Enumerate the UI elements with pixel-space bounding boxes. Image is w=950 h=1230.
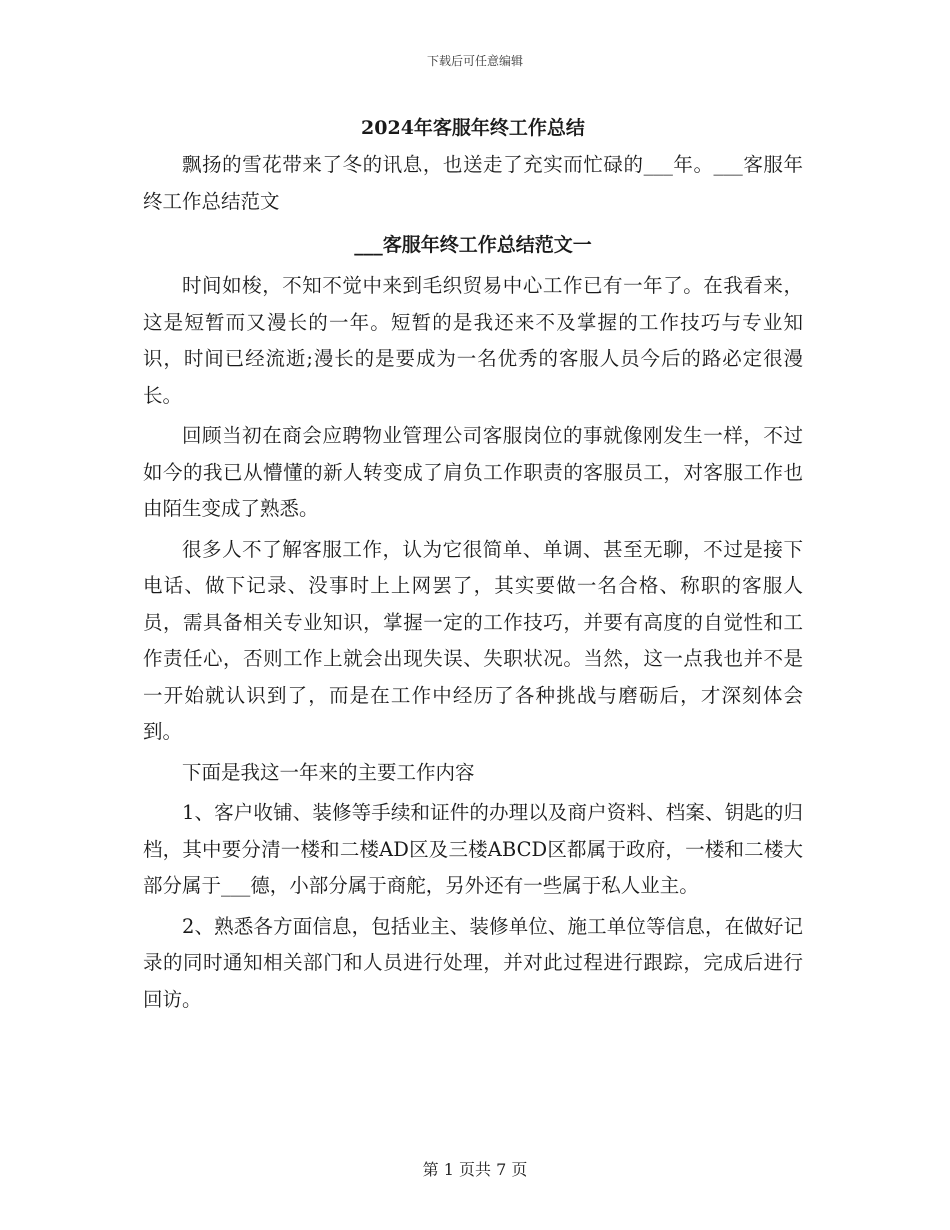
- page-number: 第 1 页共 7 页: [422, 1160, 528, 1179]
- body-paragraph: 很多人不了解客服工作，认为它很简单、单调、甚至无聊，不过是接下电话、做下记录、没事时上上网罢了，其实要做一名合格、称职的客服人员，需具备相关专业知识，掌握一定的工作技巧，并要有高度的自觉性和工作责任心，否则工作上就会出现失误、失职状况。当然，这一点我也并不是一开始就认识到了，而是在工作中经历了各种挑战与磨砺后，才深刻体会到。: [143, 537, 803, 743]
- body-paragraph: 时间如梭，不知不觉中来到毛织贸易中心工作已有一年了。在我看来，这是短暂而又漫长的一年。短暂的是我还来不及掌握的工作技巧与专业知识，时间已经流逝;漫长的是要成为一名优秀的客服人员今后的路必定很漫长。: [143, 274, 803, 407]
- document-title: 2024年客服年终工作总结: [361, 117, 585, 139]
- body-paragraph: 回顾当初在商会应聘物业管理公司客服岗位的事就像刚发生一样，不过如今的我已从懵懂的新人转变成了肩负工作职责的客服员工，对客服工作也由陌生变成了熟悉。: [143, 424, 803, 520]
- body-paragraph: 1、客户收铺、装修等手续和证件的办理以及商户资料、档案、钥匙的归档，其中要分清一楼和二楼AD区及三楼ABCD区都属于政府，一楼和二楼大部分属于___德，小部分属于商舵，另外还有一些属于私人业主。: [143, 801, 803, 897]
- body-paragraph: 2、熟悉各方面信息，包括业主、装修单位、施工单位等信息，在做好记录的同时通知相关部门和人员进行处理，并对此过程进行跟踪，完成后进行回访。: [143, 914, 803, 1011]
- body-paragraph: 下面是我这一年来的主要工作内容: [182, 760, 475, 784]
- document-body: [143, 109, 803, 1022]
- section-title: ___客服年终工作总结范文一: [354, 234, 592, 256]
- intro-paragraph: 飘扬的雪花带来了冬的讯息，也送走了充实而忙碌的___年。___客服年终工作总结范文: [143, 153, 803, 213]
- page-header-note: 下载后可任意编辑: [426, 54, 523, 68]
